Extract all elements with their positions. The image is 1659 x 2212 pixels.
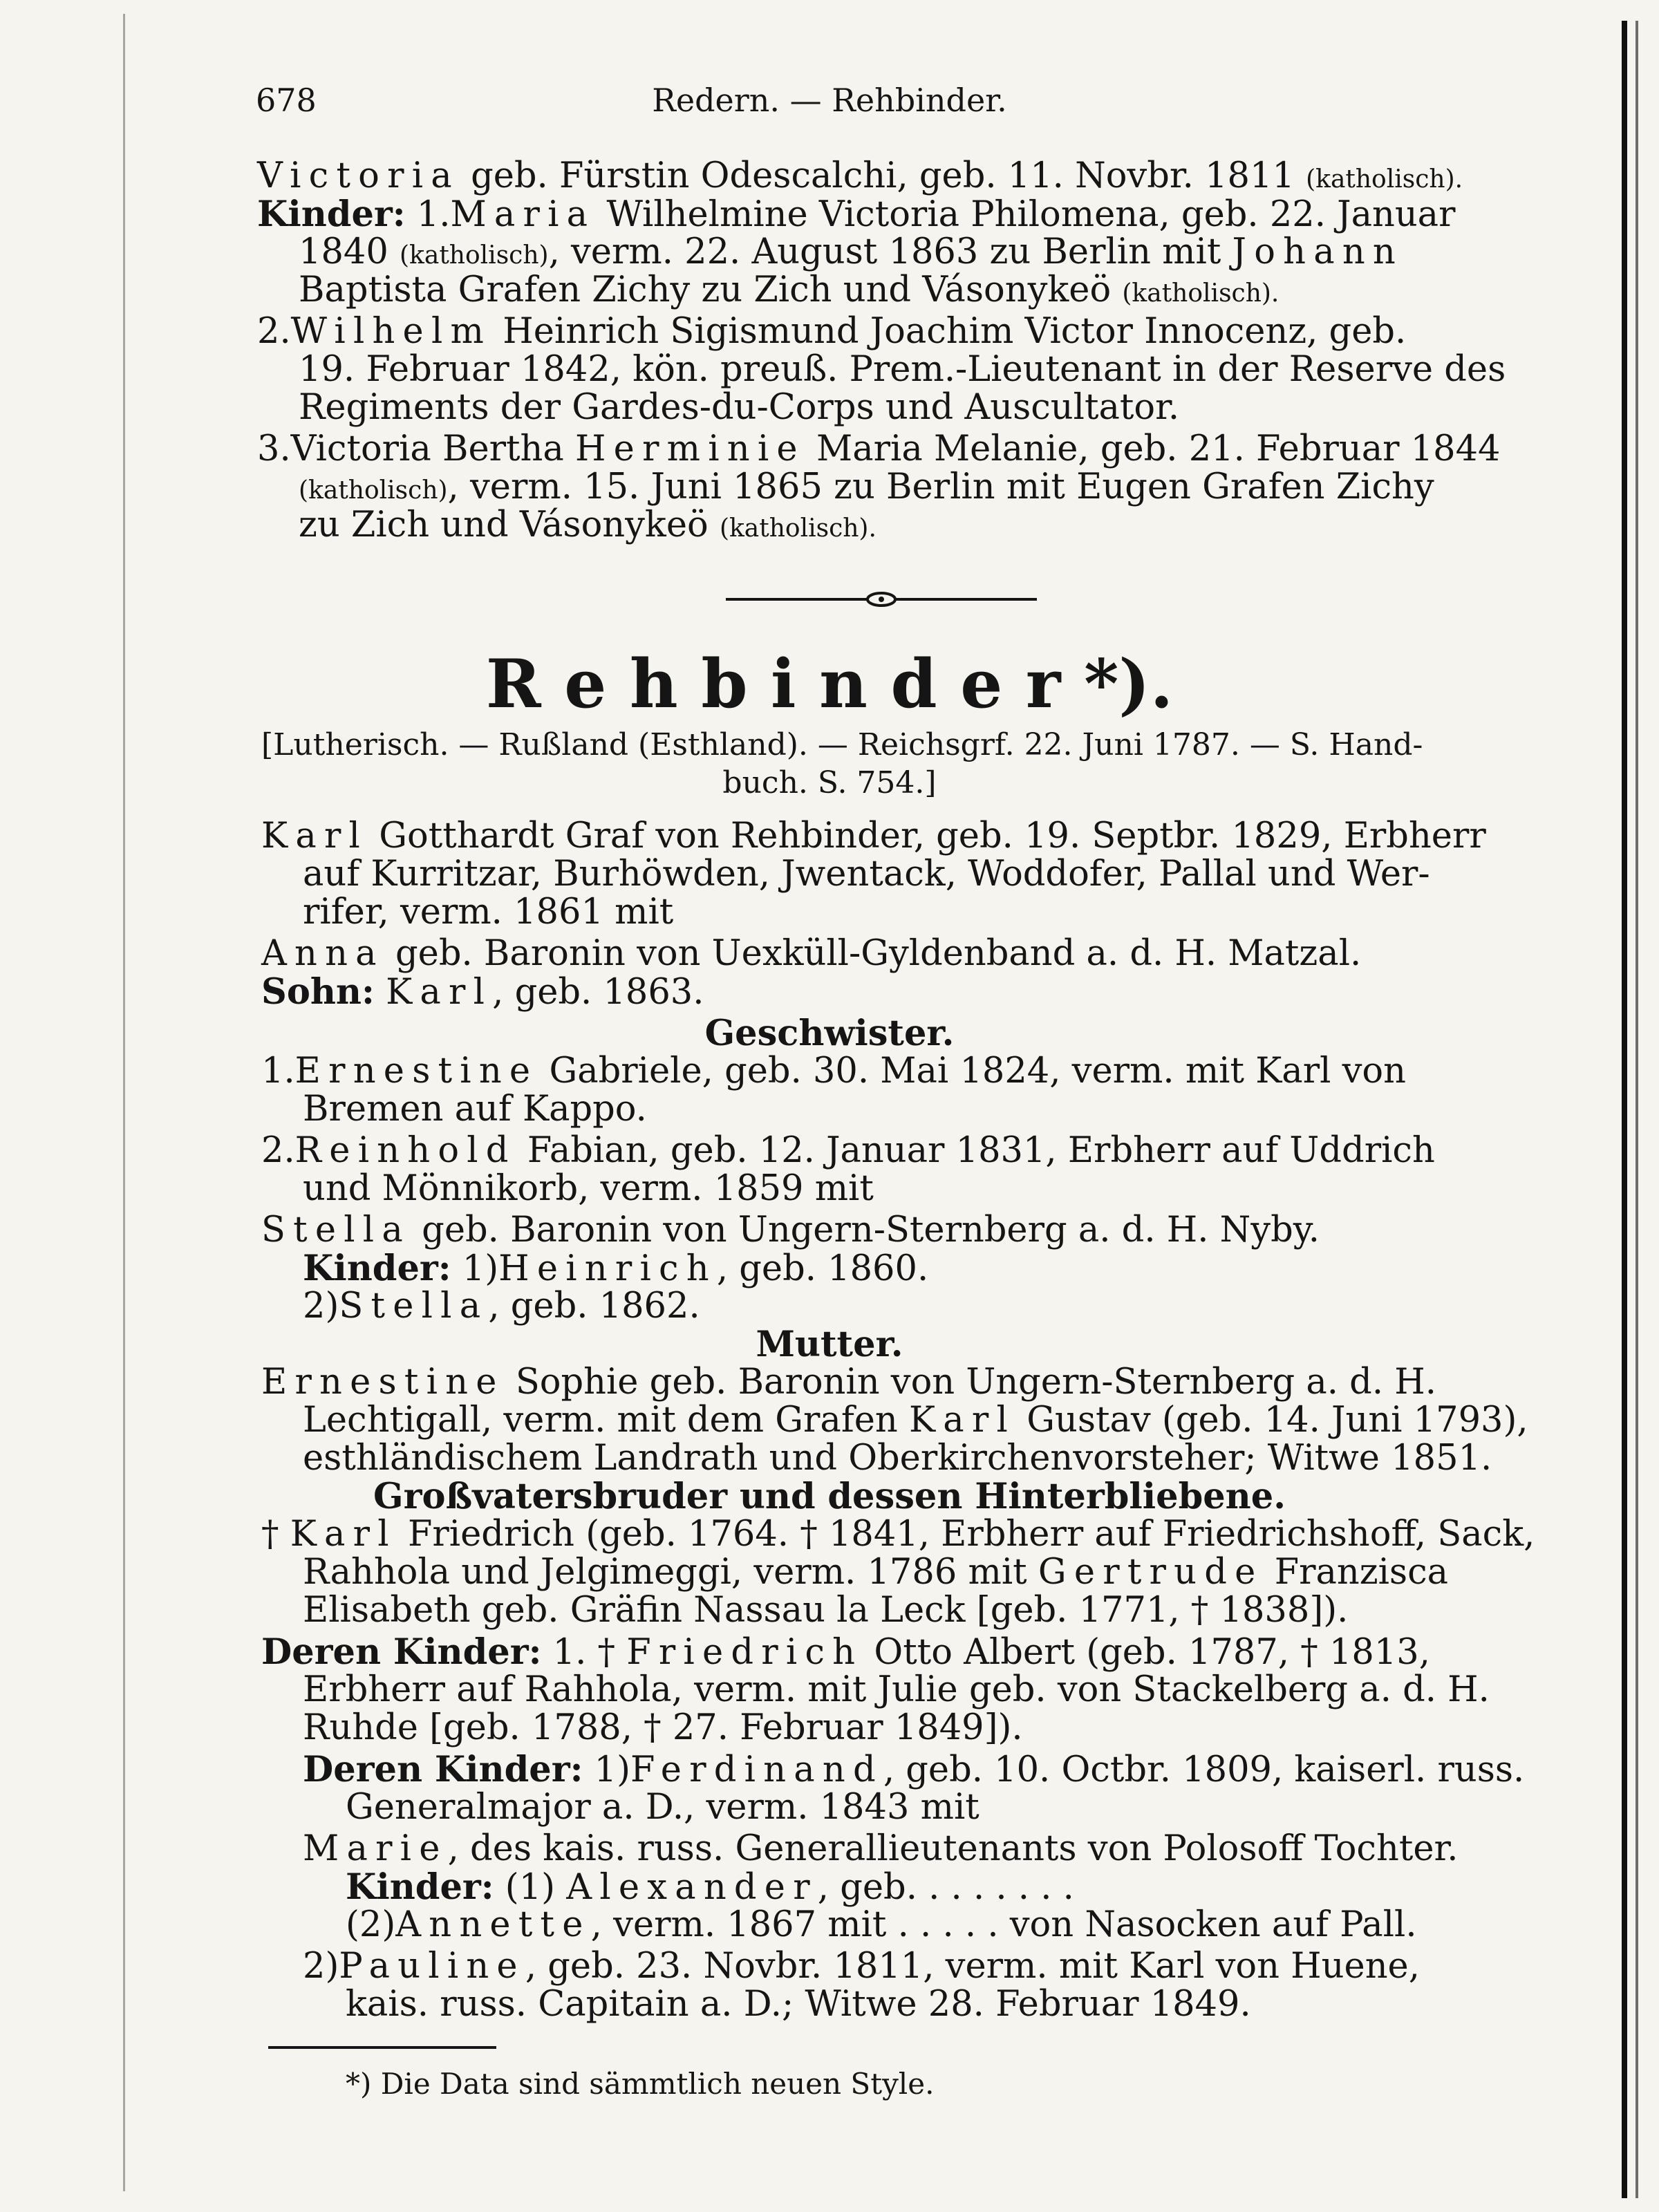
mother-line-2	[303, 1400, 1528, 1441]
person-name: Heinrich	[498, 1248, 717, 1289]
entry-text: geb. Baronin von Uexküll-Gyldenband a. d. H. Matzal.	[384, 933, 1362, 974]
person-name: Pauline	[339, 1946, 525, 1987]
ornament-divider	[726, 589, 1037, 610]
entry-text: Heinrich Sigismund Joachim Victor Innocenz, geb.	[491, 311, 1407, 352]
geschwister-heading: Geschwister.	[704, 1013, 955, 1054]
person-name: Ernestine	[294, 1051, 538, 1091]
pauline-line-2: kais. russ. Capitain a. D.; Witwe 28. Februar 1849.	[346, 1984, 1251, 2025]
religion-note: (katholisch)	[400, 241, 549, 270]
person-name: Stella	[339, 1286, 489, 1327]
entry-text: Rahhola und Jelgimeggi, verm. 1786 mit	[303, 1552, 1038, 1593]
entry-text: , geb. . . . . . . .	[817, 1867, 1074, 1908]
entry-text: (2)	[346, 1904, 396, 1945]
entry-text: Lechtigall, verm. mit dem Grafen	[303, 1400, 909, 1441]
deren-kinder-line-1	[261, 1631, 1430, 1674]
entry-text: , geb. 1860.	[716, 1248, 929, 1289]
entry-text: geb. Baronin von Ungern-Sternberg a. d. H. Nyby.	[410, 1210, 1320, 1250]
person-name: Reinhold	[294, 1130, 516, 1171]
deren-kinder-line-2: Erbherr auf Rahhola, verm. mit Julie geb. von Stackelberg a. d. H.	[303, 1669, 1490, 1710]
intro-line-2: buch. S. 754.]	[722, 765, 937, 800]
religion-note: (katholisch).	[1122, 279, 1280, 308]
karl-line-2: auf Kurritzar, Burhöwden, Jwentack, Woddofer, Pallal und Wer-	[303, 854, 1430, 894]
entry-text: Otto Albert (geb. 1787, † 1813,	[863, 1632, 1430, 1673]
stella-line	[261, 1210, 1320, 1251]
karl-friedrich-line-3: Elisabeth geb. Gräfin Nassau la Leck [geb. 1771, † 1838]).	[303, 1590, 1349, 1631]
grandchildren-line-1	[303, 1749, 1524, 1791]
footnote-rule	[268, 2046, 496, 2049]
entry-text: Sophie geb. Baronin von Ungern-Sternberg a. d. H.	[504, 1362, 1436, 1403]
children-line-7	[257, 429, 1500, 470]
person-name: Stella	[261, 1210, 411, 1250]
intro-line-1: [Lutherisch. — Rußland (Esthland). — Reichsgrf. 22. Juni 1787. — S. Hand-	[261, 727, 1423, 762]
entry-text: 1)	[583, 1750, 630, 1790]
person-name: Anna	[261, 933, 384, 974]
children-label: Deren Kinder:	[261, 1631, 542, 1673]
karl-line-1	[261, 816, 1486, 857]
children-line-4	[257, 311, 1406, 353]
sibling-1-line-2: Bremen auf Kappo.	[303, 1089, 647, 1130]
entry-text: 2)	[303, 1286, 339, 1327]
person-name: Gertrude	[1038, 1552, 1264, 1593]
sibling-1-line-1	[261, 1051, 1406, 1092]
person-name: Alexander	[566, 1867, 818, 1908]
mother-line-3: esthländischem Landrath und Oberkirchenvorsteher; Witwe 1851.	[303, 1438, 1492, 1479]
marie-children-line-2	[346, 1904, 1417, 1946]
person-name: Karl	[908, 1400, 1016, 1441]
entry-text: Maria Melanie, geb. 21. Februar 1844	[805, 429, 1501, 469]
religion-note: (katholisch).	[1306, 165, 1463, 194]
entry-text: (1)	[494, 1867, 567, 1908]
person-name: Friedrich	[626, 1632, 863, 1673]
entry-text: Baptista Grafen Zichy zu Zich und Vásonykeö	[299, 270, 1123, 310]
entry-text: geb. Fürstin Odescalchi, geb. 11. Novbr. 1811	[459, 156, 1306, 196]
person-name: Annette	[395, 1904, 591, 1945]
entry-text: , verm. 15. Juni 1865 zu Berlin mit Eugen Grafen Zichy	[447, 467, 1434, 507]
footnote-marker: *).	[1084, 645, 1174, 723]
person-name: Karl	[261, 816, 368, 856]
person-name: Johann	[1232, 232, 1403, 272]
entry-text: 1840	[299, 232, 400, 272]
entry-text: Fabian, geb. 12. Januar 1831, Erbherr auf Uddrich	[516, 1130, 1435, 1171]
entry-text: 3.	[257, 429, 291, 469]
entry-text: 2.	[257, 311, 291, 352]
entry-text: Gotthardt Graf von Rehbinder, geb. 19. Septbr. 1829, Erbherr	[368, 816, 1486, 856]
entry-text: Victoria Bertha	[290, 429, 575, 469]
children-label: Kinder:	[303, 1248, 451, 1289]
entry-text: 1.	[405, 194, 451, 235]
family-title	[0, 646, 1659, 722]
left-page-edge	[123, 14, 125, 2191]
entry-text: , geb. 23. Novbr. 1811, verm. mit Karl von Huene,	[525, 1946, 1420, 1987]
children-label: Kinder:	[346, 1866, 494, 1908]
person-name: Ernestine	[261, 1362, 505, 1403]
cross-mark: †	[261, 1514, 290, 1555]
children-line-6: Regiments der Gardes-du-Corps und Auscultator.	[299, 387, 1180, 428]
stella-children-line-2	[303, 1286, 700, 1327]
right-binding-edge	[1622, 21, 1627, 2198]
anna-line	[261, 933, 1361, 975]
karl-friedrich-line-2	[303, 1552, 1448, 1593]
person-name: Marie	[303, 1828, 448, 1869]
entry-text: Wilhelmine Victoria Philomena, geb. 22. Januar	[595, 194, 1456, 235]
sibling-2-line-1	[261, 1130, 1435, 1172]
marie-line	[303, 1828, 1459, 1870]
children-label: Kinder:	[257, 194, 406, 235]
person-name: Victoria	[257, 156, 460, 196]
entry-text: Gabriele, geb. 30. Mai 1824, verm. mit Karl von	[538, 1051, 1406, 1091]
entry-text: Gustav (geb. 14. Juni 1793),	[1015, 1400, 1528, 1441]
entry-text: , geb. 10. Octbr. 1809, kaiserl. russ.	[883, 1750, 1525, 1790]
person-name: Maria	[450, 194, 596, 235]
entry-text: Friedrich (geb. 1764. † 1841, Erbherr auf Friedrichshoff, Sack,	[396, 1514, 1535, 1555]
family-name: Rehbinder	[485, 645, 1085, 723]
children-line-5: 19. Februar 1842, kön. preuß. Prem.-Lieutenant in der Reserve des	[299, 349, 1506, 390]
person-name: Karl	[290, 1514, 397, 1555]
children-line-1	[257, 194, 1455, 236]
running-title: Redern. — Rehbinder.	[652, 82, 1007, 119]
entry-text: 1.	[261, 1051, 295, 1091]
pauline-line-1	[303, 1946, 1420, 1987]
sohn-line	[261, 971, 704, 1013]
right-binding-shadow	[1635, 21, 1638, 2198]
entry-text: 2)	[303, 1946, 339, 1987]
footnote-text: *) Die Data sind sämmtlich neuen Style.	[346, 2067, 935, 2101]
entry-text: zu Zich und Vásonykeö	[299, 505, 720, 545]
mutter-heading: Mutter.	[756, 1324, 903, 1365]
religion-note: (katholisch)	[299, 476, 448, 505]
person-name: Wilhelm	[290, 311, 492, 352]
grandchildren-line-2: Generalmajor a. D., verm. 1843 mit	[346, 1787, 980, 1828]
entry-text: , verm. 1867 mit . . . . . von Nasocken auf Pall.	[590, 1904, 1417, 1945]
entry-text: 2.	[261, 1130, 295, 1171]
person-name: Karl	[386, 972, 493, 1013]
entry-text: 1. †	[541, 1632, 627, 1673]
children-line-3	[299, 270, 1279, 315]
marie-children-line-1	[346, 1866, 1074, 1909]
karl-line-3: rifer, verm. 1861 mit	[303, 892, 674, 932]
entry-text: , des kais. russ. Generallieutenants von Polosoff Tochter.	[447, 1828, 1459, 1869]
entry-text: Franzisca	[1263, 1552, 1449, 1593]
religion-note: (katholisch).	[719, 514, 877, 543]
deren-kinder-line-3: Ruhde [geb. 1788, † 27. Februar 1849]).	[303, 1707, 1023, 1748]
children-line-9	[299, 505, 877, 550]
stella-children-line-1	[303, 1248, 928, 1290]
son-label: Sohn:	[261, 971, 375, 1013]
entry-text: , verm. 22. August 1863 zu Berlin mit	[548, 232, 1232, 272]
entry-text: , geb. 1862.	[488, 1286, 700, 1327]
children-label: Deren Kinder:	[303, 1749, 583, 1790]
person-name: Herminie	[574, 429, 805, 469]
mother-line-1	[261, 1362, 1436, 1403]
sibling-2-line-2: und Mönnikorb, verm. 1859 mit	[303, 1168, 874, 1209]
grossvater-heading: Großvatersbruder und dessen Hinterbliebene.	[373, 1476, 1286, 1517]
entry-text: , geb. 1863.	[492, 972, 704, 1013]
karl-friedrich-line-1	[261, 1514, 1535, 1555]
entry-text: 1)	[451, 1248, 499, 1289]
page-number: 678	[256, 82, 317, 119]
person-name: Ferdinand	[630, 1750, 883, 1790]
